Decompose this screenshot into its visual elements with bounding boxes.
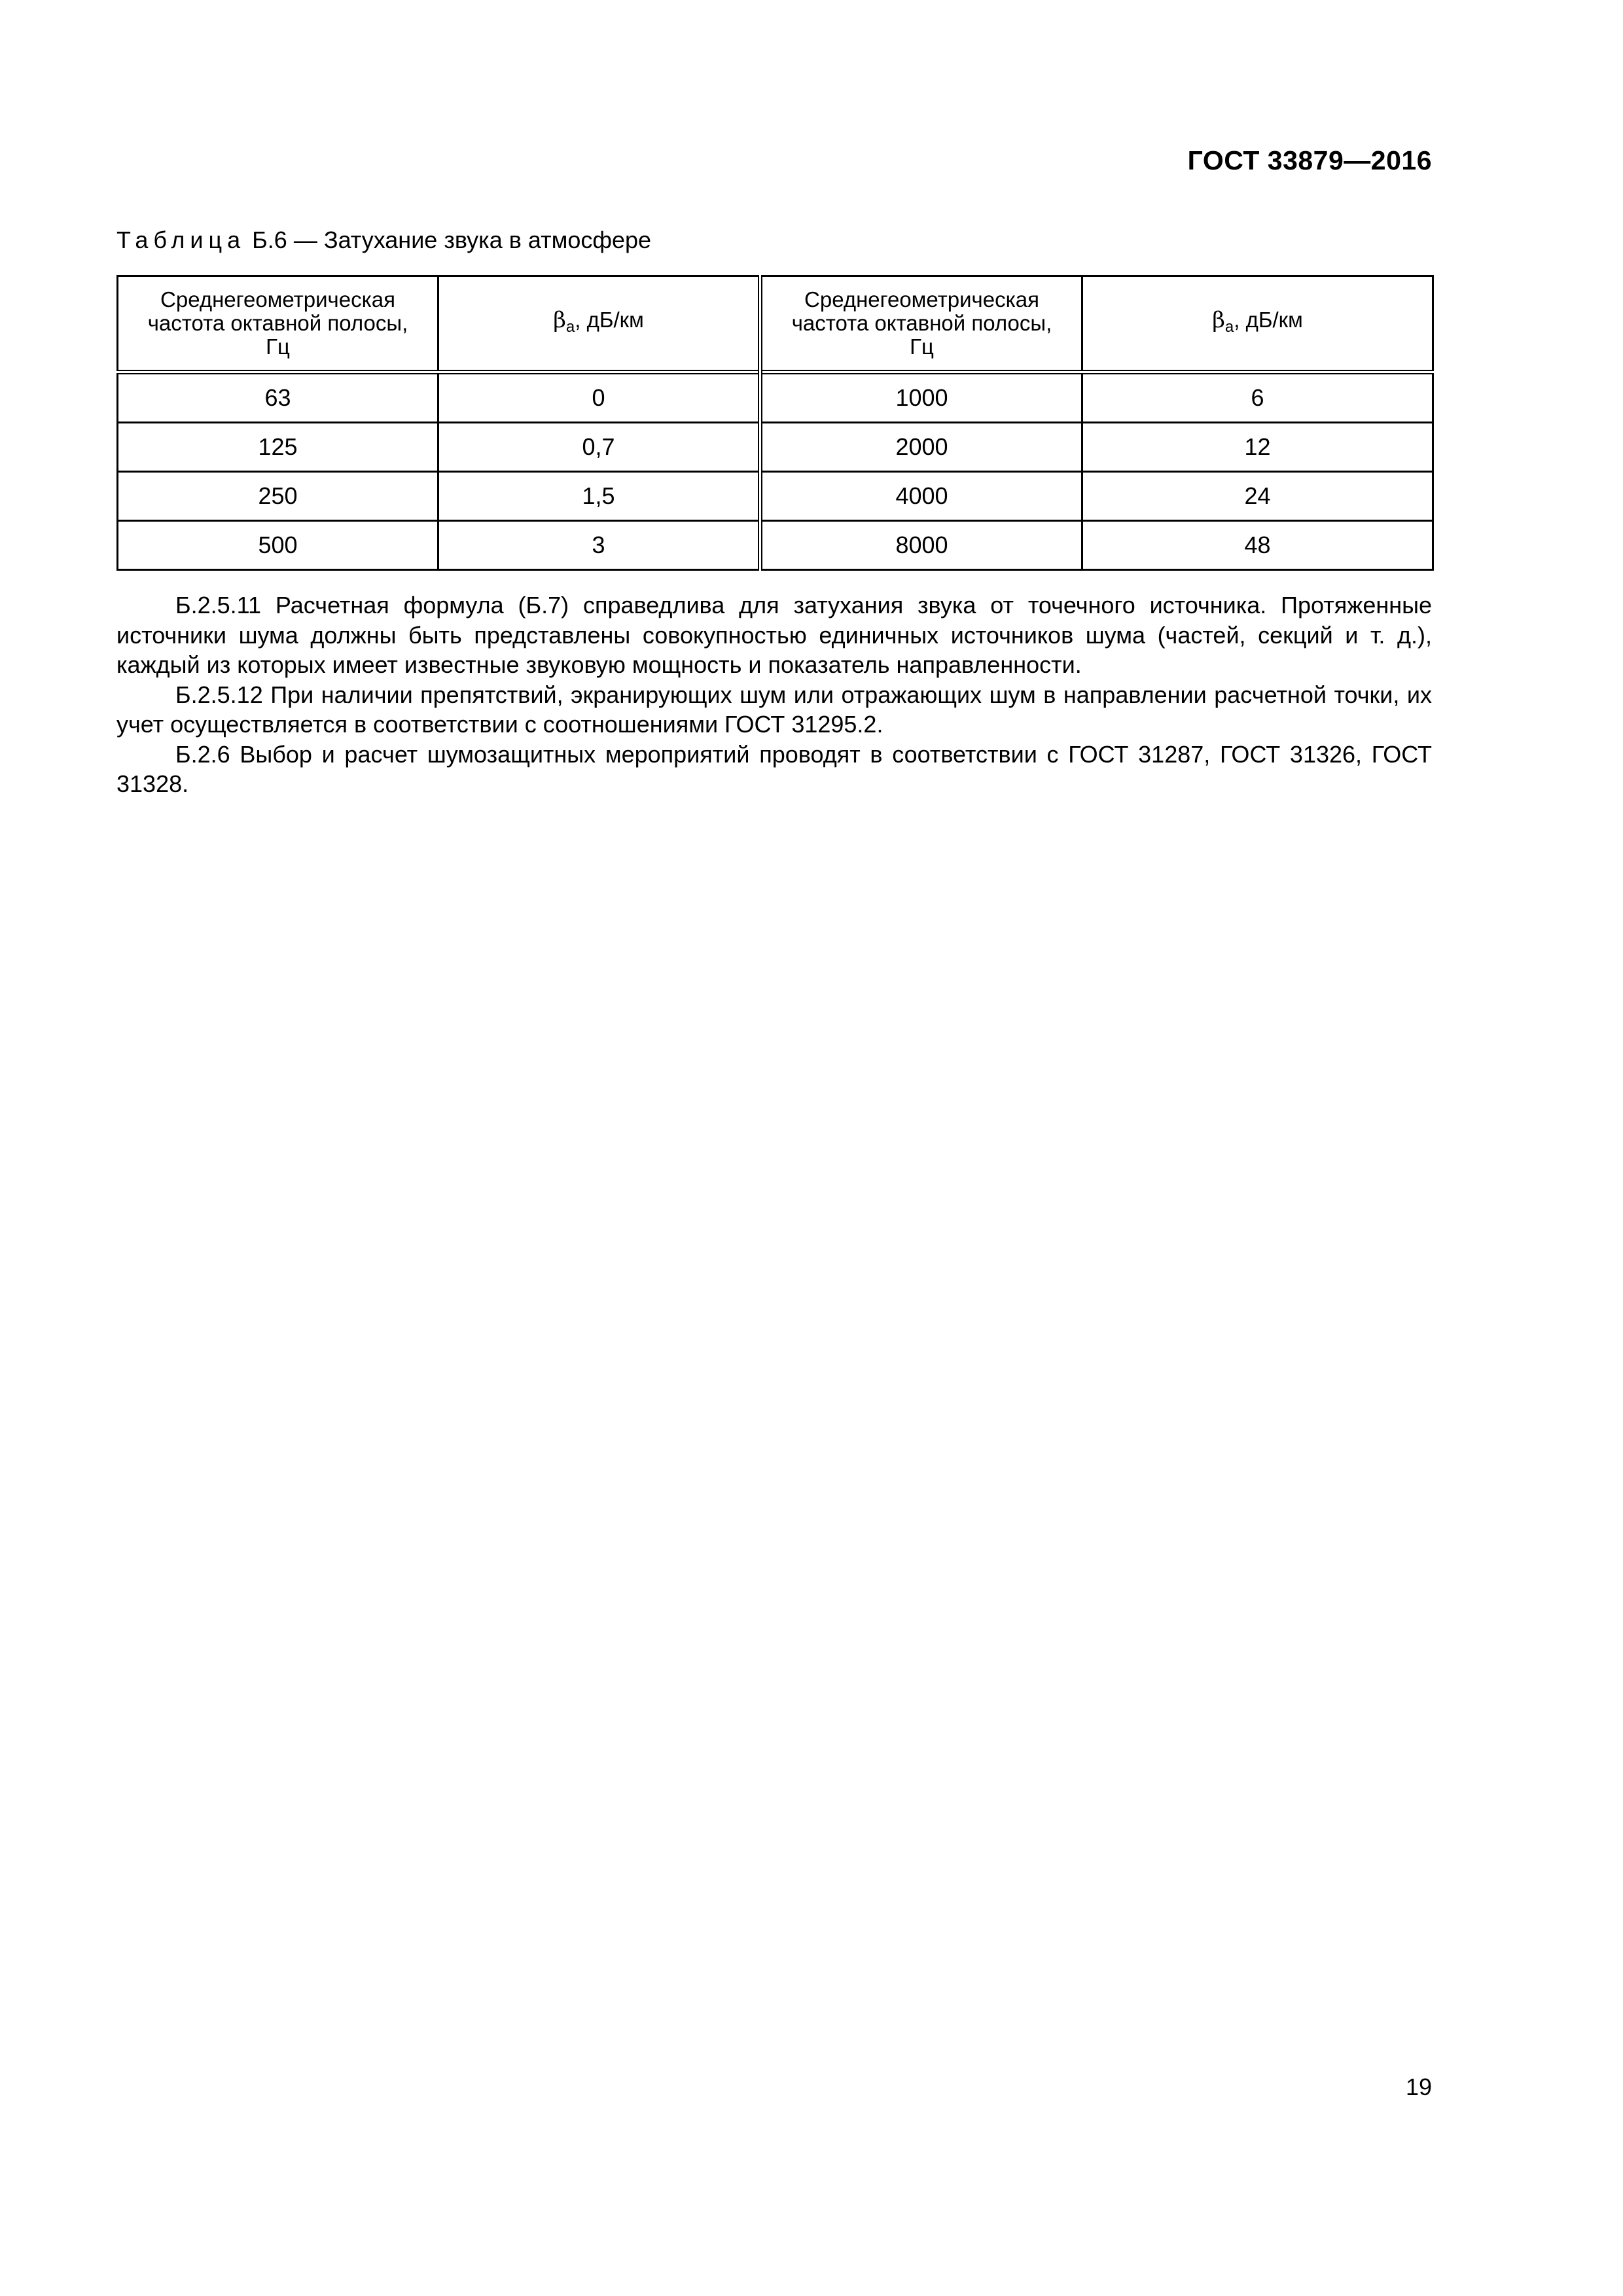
table-cell: 1,5 [438, 472, 760, 521]
paragraph-b-2-6: Б.2.6 Выбор и расчет шумозащитных мероприятий проводят в соответствии с ГОСТ 31287, ГОСТ 31326, ГОСТ 31328. [116, 740, 1432, 797]
header-frequency-line3: Гц [266, 334, 290, 359]
paragraph-b-2-5-11: Б.2.5.11 Расчетная формула (Б.7) справедлива для затухания звука от точечного источника. Протяженные источники шума должны быть представлены совокупностью единичных источников шума (частей, секций и т. д.), каждый из которых имеет известные звуковую мощность и показатель направленности. [116, 592, 1432, 678]
header-frequency-line1: Среднегеометрическая [160, 287, 395, 312]
table-cell: 24 [1082, 472, 1433, 521]
table-cell: 63 [118, 372, 438, 423]
header-frequency-line2: частота октавной полосы, [147, 311, 408, 335]
table-cell: 250 [118, 472, 438, 521]
table-cell: 1000 [760, 372, 1082, 423]
beta-symbol: β [553, 306, 566, 333]
table-cell: 6 [1082, 372, 1433, 423]
beta-subscript: a [565, 317, 575, 336]
table-cell: 2000 [760, 423, 1082, 472]
table-cell: 4000 [760, 472, 1082, 521]
table-cell: 0 [438, 372, 760, 423]
header-frequency-line2: частота октавной полосы, [791, 311, 1052, 335]
table-row [118, 521, 1433, 570]
table-cell: 8000 [760, 521, 1082, 570]
table-caption-label: Таблица [116, 226, 246, 253]
header-beta-right [1082, 276, 1433, 372]
table-cell: 125 [118, 423, 438, 472]
beta-subscript: a [1224, 317, 1234, 336]
table-row [118, 423, 1433, 472]
table-header-row [118, 276, 1433, 372]
beta-unit: , дБ/км [575, 307, 644, 332]
beta-unit: , дБ/км [1234, 307, 1303, 332]
document-code: ГОСТ 33879—2016 [1187, 145, 1432, 175]
table-row [118, 372, 1433, 423]
table-cell: 500 [118, 521, 438, 570]
attenuation-table [116, 275, 1434, 571]
header-frequency-left [118, 276, 438, 372]
table-cell: 0,7 [438, 423, 760, 472]
header-beta-left [438, 276, 760, 372]
paragraph-b-2-5-12: Б.2.5.12 При наличии препятствий, экранирующих шум или отражающих шум в направлении расчетной точки, их учет осуществляется в соответствии с соотношениями ГОСТ 31295.2. [116, 681, 1432, 738]
header-frequency-line1: Среднегеометрическая [804, 287, 1039, 312]
header-frequency-right [760, 276, 1082, 372]
table-caption [116, 226, 651, 254]
table-cell: 12 [1082, 423, 1433, 472]
header-frequency-line3: Гц [910, 334, 934, 359]
table-row [118, 472, 1433, 521]
body-text [116, 590, 1432, 799]
page-number: 19 [1405, 2073, 1432, 2100]
table-cell: 48 [1082, 521, 1433, 570]
table-caption-text: Б.6 — Затухание звука в атмосфере [252, 226, 652, 253]
table-cell: 3 [438, 521, 760, 570]
beta-symbol: β [1212, 306, 1225, 333]
